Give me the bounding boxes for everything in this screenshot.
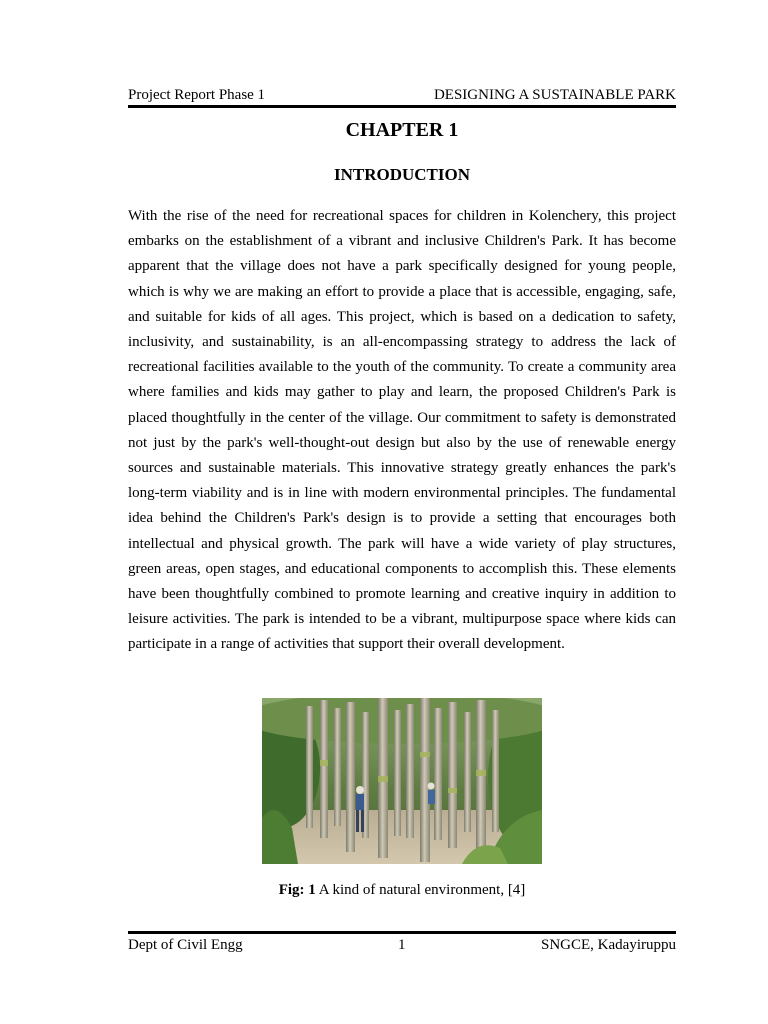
page-footer <box>128 937 676 957</box>
figure-caption <box>128 882 676 899</box>
header-rule <box>128 105 676 108</box>
page-number: 1 <box>398 937 406 953</box>
figure-image-palm-grove <box>262 698 542 864</box>
figure-caption-text: A kind of natural environment, [4] <box>315 882 526 898</box>
chapter-title: CHAPTER 1 <box>345 119 459 141</box>
figure-label: Fig: 1 <box>278 882 316 898</box>
page-header <box>128 84 676 104</box>
footer-right-text: SNGCE, Kadayiruppu <box>541 937 676 953</box>
header-right-text: DESIGNING A SUSTAINABLE PARK <box>433 87 676 103</box>
body-paragraph: With the rise of the need for recreational spaces for children in Kolenchery, this project embarks on the establishment of a vibrant and inclusive Children's Park. It has become apparent that the village does not have a park specifically designed for young people, which is why we are making an effort to provide a place that is accessible, engaging, safe, and suitable for kids of all ages. This project, which is based on a dedication to safety, inclusivity, and sustainability, is an all-encompassing strategy to address the lack of recreational facilities available to the youth of the community. To create a community area where families and kids may gather to play and learn, the proposed Children's Park is placed thoughtfully in the center of the village. Our commitment to safety is demonstrated not just by the park's well-thought-out design but also by the use of renewable energy sources and sustainable materials. This innovative strategy greatly enhances the park's long-term viability and is in line with modern environmental principles. The fundamental idea behind the Children's Park's design is to provide a setting that encourages both intellectual and physical growth. The park will have a wide variety of play structures, green areas, open stages, and educational components to accomplish this. These elements have been thoughtfully combined to promote learning and creative inquiry in addition to leisure activities. The park is intended to be a vibrant, multipurpose space where kids can participate in a range of activities that support their overall development. <box>128 208 676 653</box>
section-title: INTRODUCTION <box>333 165 471 184</box>
footer-rule <box>128 931 676 934</box>
footer-left-text: Dept of Civil Engg <box>128 937 243 953</box>
header-left-text: Project Report Phase 1 <box>128 87 266 103</box>
